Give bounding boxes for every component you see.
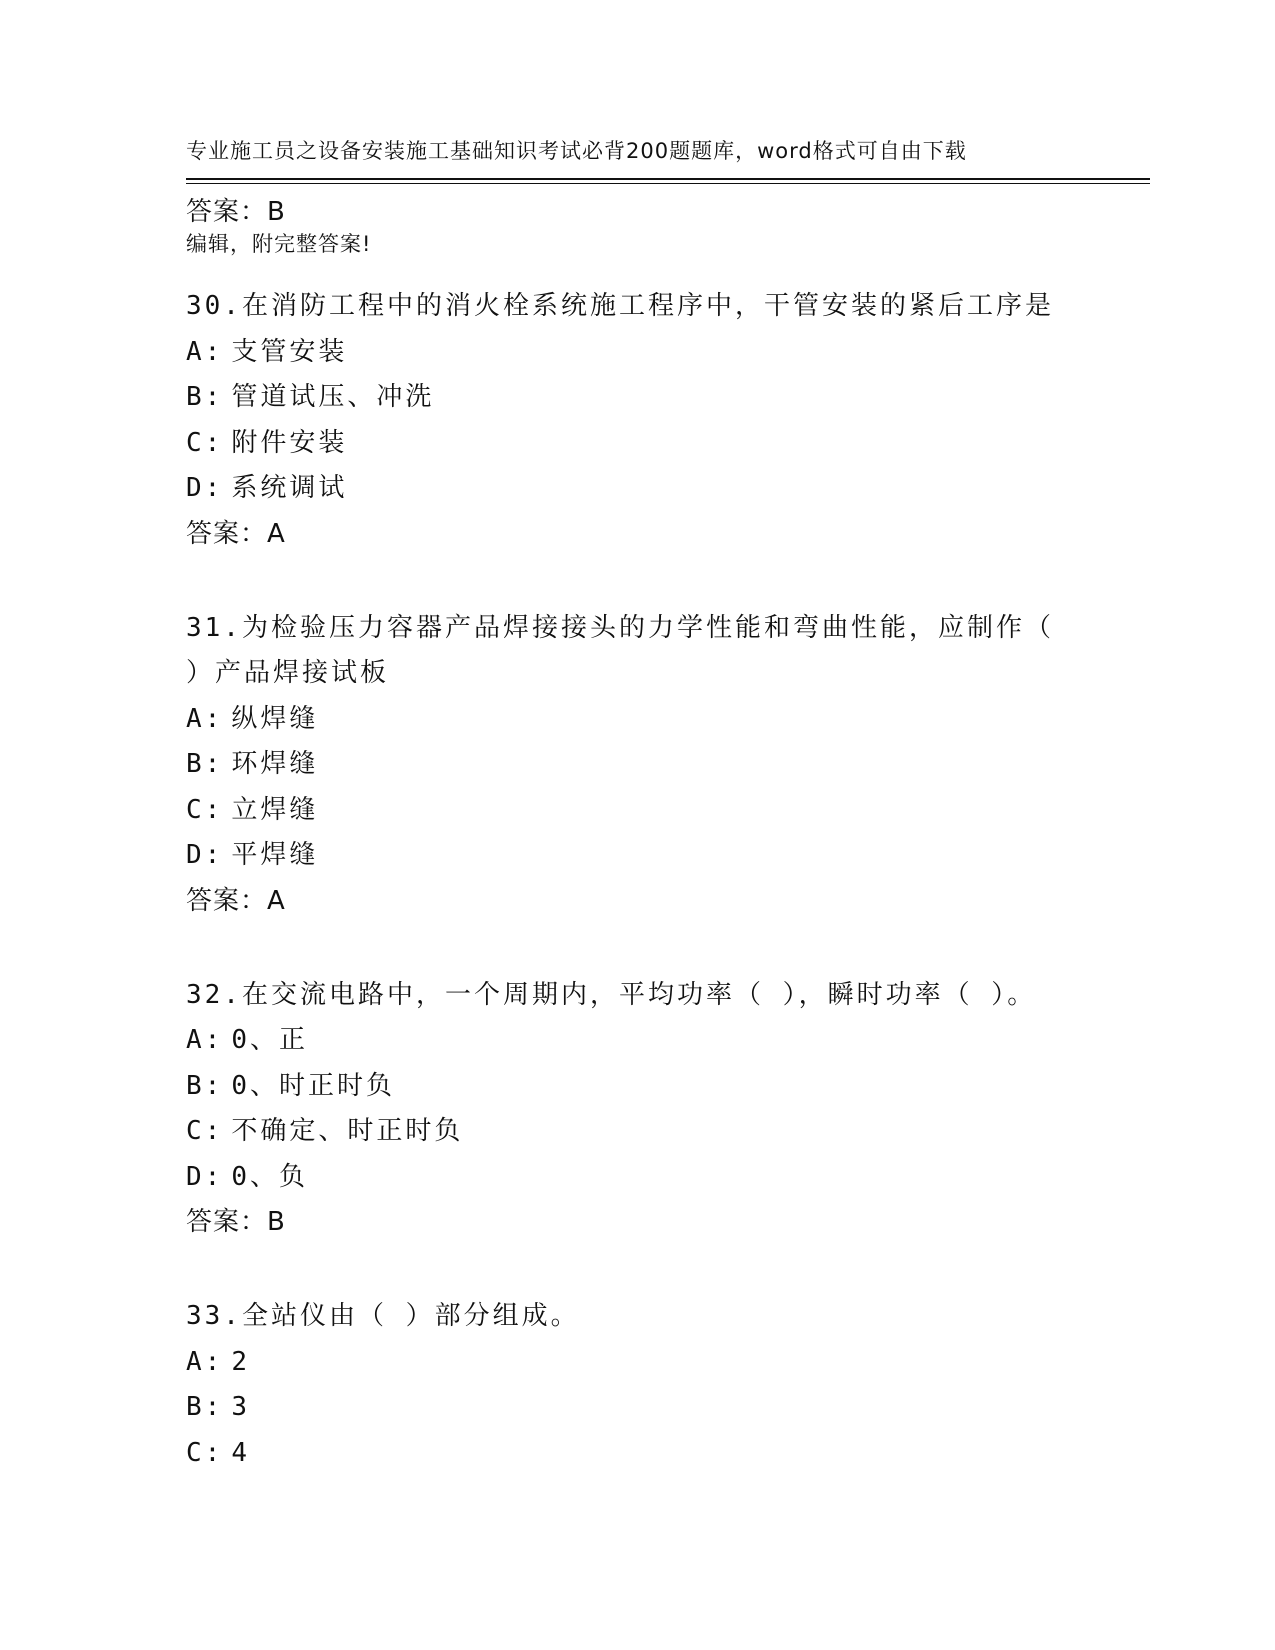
option-a: A: 纵焊缝 <box>186 703 319 734</box>
option-text: 附件安装 <box>231 427 348 458</box>
answer-line: 答案：A <box>186 885 286 916</box>
option-text: 系统调试 <box>231 473 348 503</box>
option-text: 3 <box>231 1392 250 1422</box>
option-d: D: 0、负 <box>186 1161 308 1192</box>
header-title-line-1: 专业施工员之设备安装施工基础知识考试必背200题题库，word格式可自由下载 <box>186 139 967 163</box>
option-c: C: 立焊缝 <box>186 794 319 825</box>
question-number: 31. <box>186 612 242 643</box>
question-stem <box>186 1294 1066 1340</box>
question-31 <box>186 606 1086 923</box>
question-text: 为检验压力容器产品焊接接头的力学性能和弯曲性能，应制作（ <box>241 612 1054 643</box>
question-text: 在交流电路中，一个周期内，平均功率（ ），瞬时功率（ ）。 <box>241 979 1037 1010</box>
question-number: 32. <box>186 979 242 1010</box>
option-text: 2 <box>231 1346 250 1377</box>
option-a: A: 2 <box>186 1346 250 1377</box>
answer-line: 答案：B <box>186 1207 286 1237</box>
question-number: 30. <box>186 291 242 321</box>
question-text: 全站仪由（ ）部分组成。 <box>241 1301 580 1331</box>
answer-line: 答案：A <box>186 518 286 549</box>
question-list <box>186 190 1086 1476</box>
question-stem <box>186 284 1066 330</box>
option-c: C: 附件安装 <box>186 427 348 458</box>
question-32 <box>186 973 1086 1245</box>
option-text: 支管安装 <box>231 336 348 367</box>
header-divider-thick <box>186 178 1150 180</box>
option-text: 0、负 <box>231 1161 308 1192</box>
question-30 <box>186 284 1086 556</box>
option-d: D: 平焊缝 <box>186 840 319 870</box>
option-a: A: 0、正 <box>186 1025 308 1055</box>
option-b: B: 环焊缝 <box>186 749 319 779</box>
option-text: 纵焊缝 <box>231 703 319 734</box>
option-text: 环焊缝 <box>231 749 319 779</box>
option-c: C: 不确定、时正时负 <box>186 1116 464 1146</box>
answer-line: 答案：B <box>186 197 286 227</box>
option-d: D: 系统调试 <box>186 473 348 503</box>
question-text: 在消防工程中的消火栓系统施工程序中，干管安装的紧后工序是 <box>241 291 1054 321</box>
option-b: B: 0、时正时负 <box>186 1070 395 1101</box>
header-title-line-2: 编辑，附完整答案! <box>186 232 372 256</box>
question-stem <box>186 606 1066 652</box>
option-a: A: 支管安装 <box>186 336 348 367</box>
question-stem <box>186 973 1066 1019</box>
option-text: 立焊缝 <box>231 794 319 825</box>
option-b: B: 3 <box>186 1392 250 1422</box>
option-text: 管道试压、冲洗 <box>231 382 435 412</box>
option-text: 平焊缝 <box>231 840 319 870</box>
option-text: 0、时正时负 <box>231 1070 395 1101</box>
option-text: 4 <box>231 1437 250 1468</box>
option-text: 0、正 <box>231 1025 308 1055</box>
question-33 <box>186 1294 1086 1476</box>
header-divider-thin <box>186 183 1150 184</box>
option-b: B: 管道试压、冲洗 <box>186 382 435 412</box>
question-stem-continuation: ）产品焊接试板 <box>186 658 390 688</box>
question-number: 33. <box>186 1301 242 1331</box>
option-text: 不确定、时正时负 <box>231 1116 464 1146</box>
option-c: C: 4 <box>186 1437 250 1468</box>
